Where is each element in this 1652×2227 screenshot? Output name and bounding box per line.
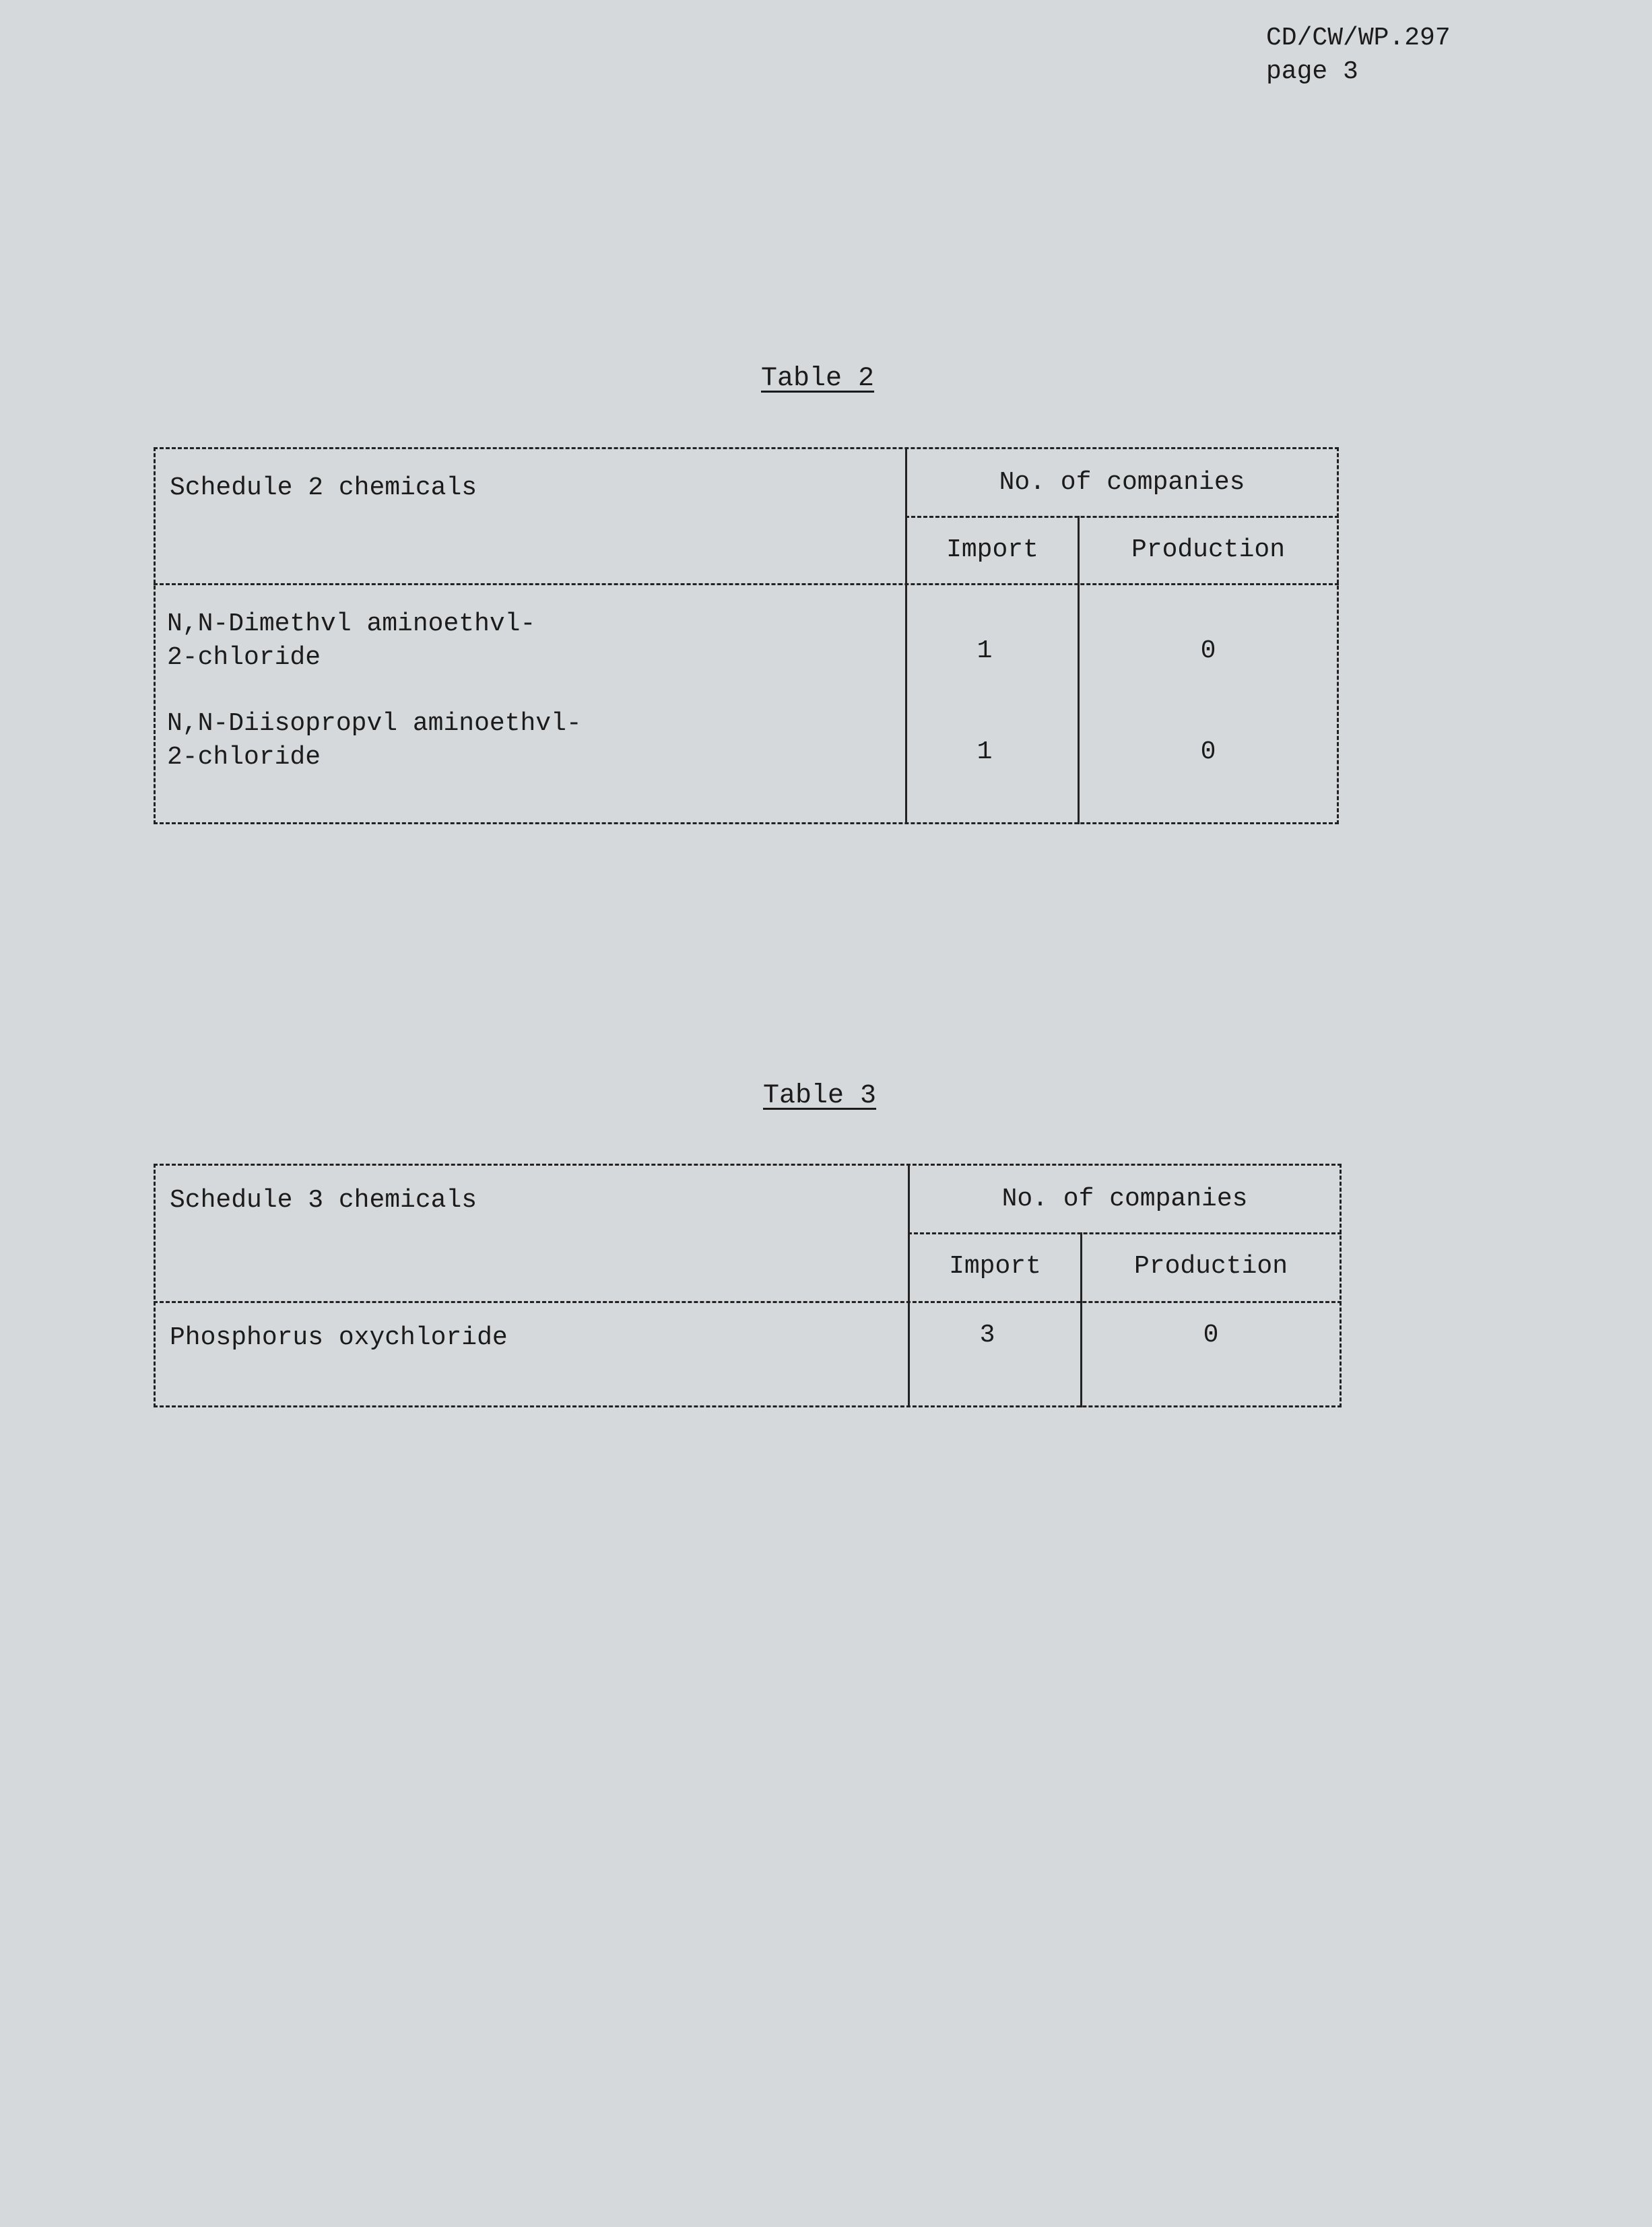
table-3-import-header: Import — [949, 1252, 1041, 1281]
table-3-group-header: No. of companies — [1001, 1185, 1248, 1214]
table-2-header-rule — [154, 583, 1339, 585]
table-2-production-header: Production — [1131, 535, 1286, 564]
table-2-row-1-name-line-2: 2-chloride — [167, 643, 321, 672]
table-3-row-1-production: 0 — [1203, 1321, 1219, 1350]
table-2-group-header: No. of companies — [999, 468, 1245, 497]
table-3-column-header: Schedule 3 chemicals — [170, 1186, 477, 1215]
table-2-row-2-name-line-2: 2-chloride — [167, 743, 321, 772]
table-2-row-2-name-line-1: N,N-Diisopropvl aminoethvl- — [167, 709, 582, 738]
document-reference — [1266, 22, 1451, 89]
table-3-row-1-import: 3 — [979, 1321, 995, 1350]
table-2-row-1-import: 1 — [977, 636, 993, 665]
table-3-group-rule — [908, 1232, 1342, 1234]
table-2-column-header: Schedule 2 chemicals — [170, 473, 477, 502]
table-3-production-header: Production — [1133, 1252, 1288, 1281]
table-2-import-header: Import — [946, 535, 1038, 564]
table-2-row-1-production: 0 — [1200, 636, 1216, 665]
table-3-row-1-name: Phosphorus oxychloride — [170, 1323, 508, 1352]
table-3-caption: Table 3 — [763, 1081, 877, 1111]
table-2-row-1-name-line-1: N,N-Dimethvl aminoethvl- — [167, 609, 536, 638]
table-2-row-2-production: 0 — [1200, 737, 1216, 766]
table-2-caption: Table 2 — [761, 364, 875, 394]
table-2-group-rule — [905, 516, 1339, 518]
page-number: page 3 — [1266, 57, 1358, 86]
doc-ref-code: CD/CW/WP.297 — [1266, 24, 1451, 53]
table-3-header-rule — [154, 1301, 1342, 1303]
table-2-row-2-import: 1 — [977, 737, 993, 766]
